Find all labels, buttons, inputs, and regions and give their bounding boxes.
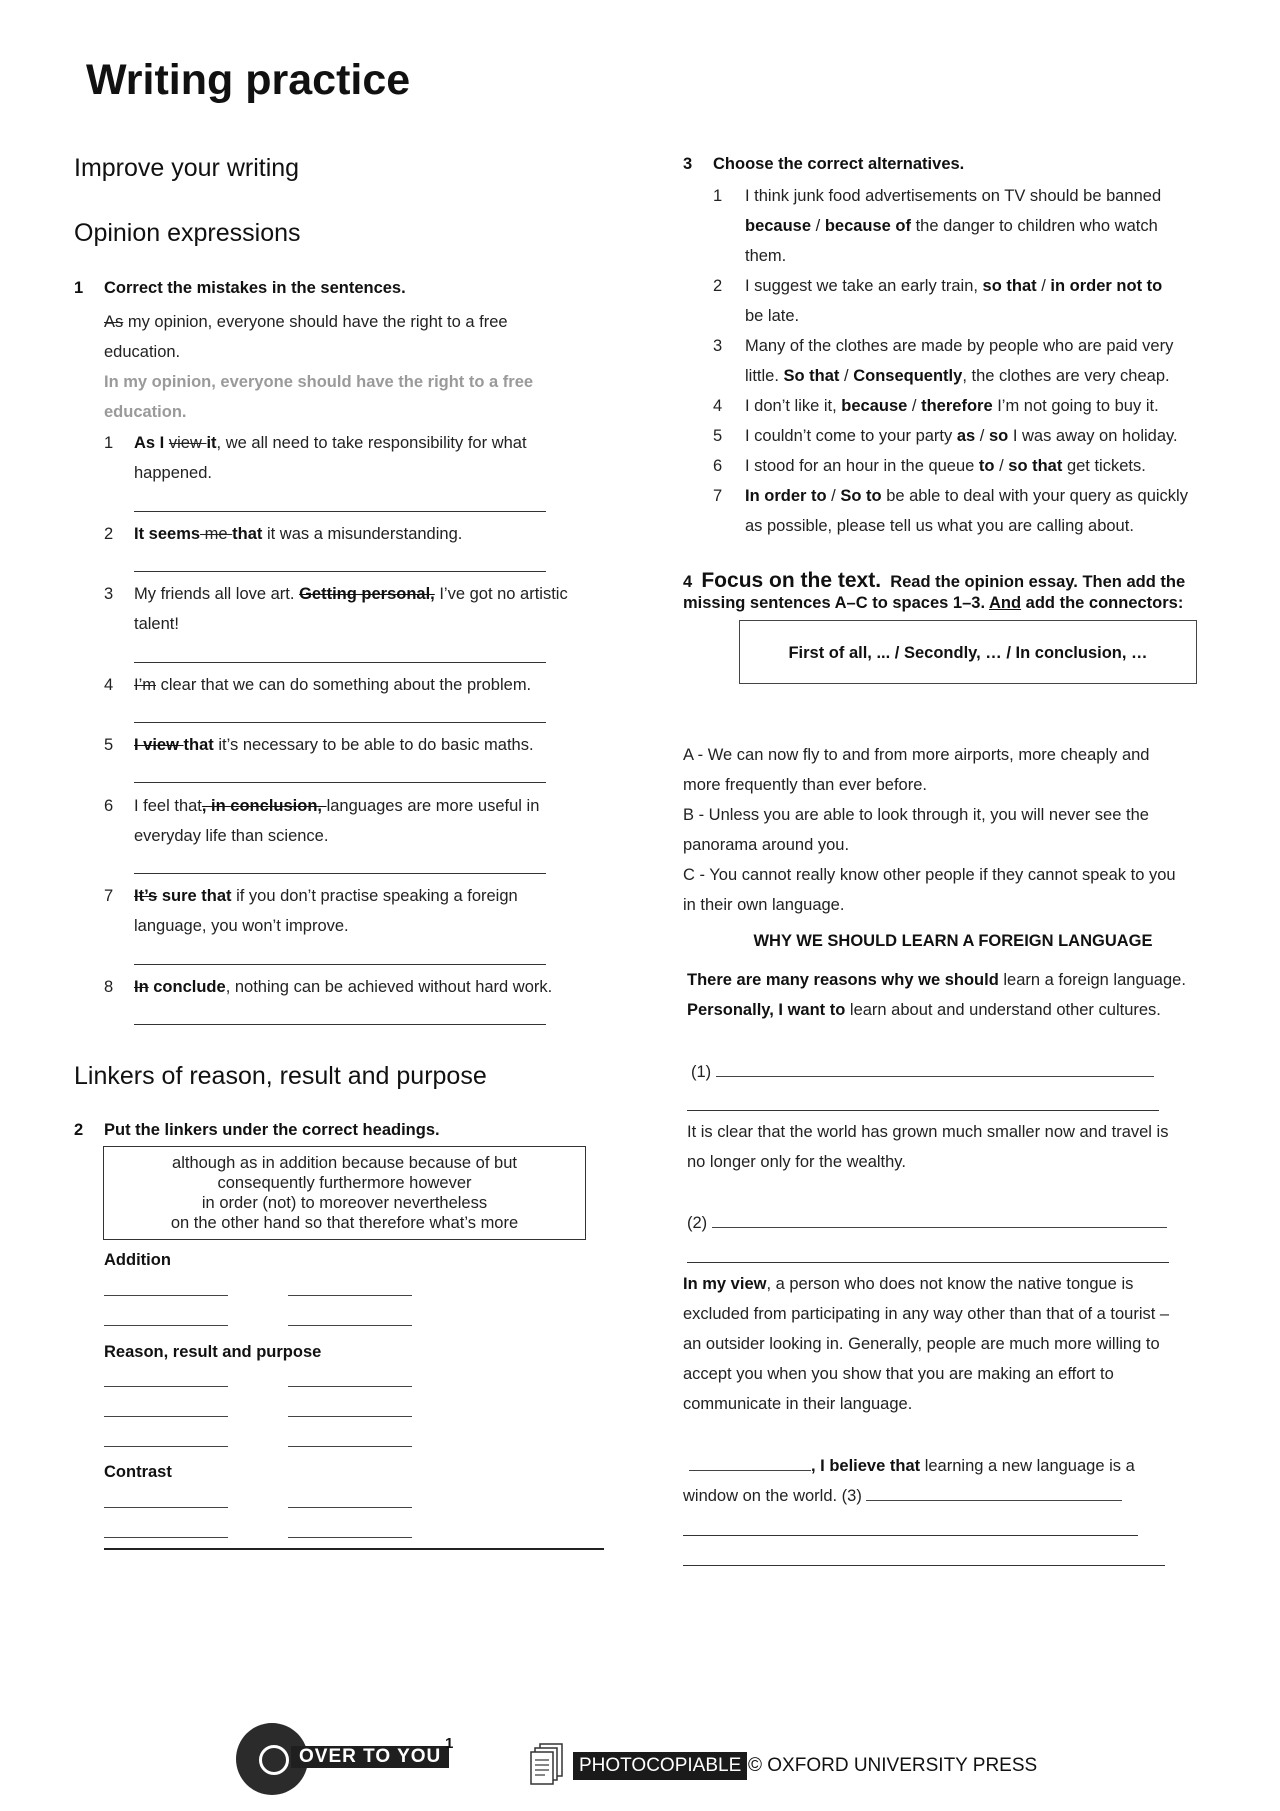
page-title: Writing practice bbox=[86, 56, 411, 104]
task3-item-2: 2 I suggest we take an early train, so that / in order not to be late. bbox=[713, 277, 1163, 325]
linkers-heading: Linkers of reason, result and purpose bbox=[74, 1062, 487, 1090]
section-heading: Improve your writing bbox=[74, 154, 300, 182]
heading-contrast: Contrast bbox=[104, 1463, 172, 1481]
task3-item-6: 6 I stood for an hour in the queue to / so that get tickets. bbox=[713, 457, 1146, 475]
section-divider bbox=[104, 1548, 604, 1550]
answer-line[interactable] bbox=[687, 1262, 1169, 1263]
answer-line[interactable] bbox=[104, 1325, 228, 1326]
answer-line[interactable] bbox=[134, 662, 546, 663]
answer-line[interactable] bbox=[104, 1446, 228, 1447]
answer-line[interactable] bbox=[104, 1416, 228, 1417]
connector-gap-line[interactable] bbox=[689, 1470, 811, 1471]
photocopiable-badge: PHOTOCOPIABLE bbox=[573, 1752, 747, 1780]
sentence-c: C - You cannot really know other people if they cannot speak to you bbox=[683, 866, 1176, 884]
answer-line[interactable] bbox=[134, 1024, 546, 1025]
essay-para-2: In my view, a person who does not know the native tongue is excluded from participating in any way other than that of a tourist – an outsider looking in. Generally, people are much more willing to accept you when you show that you are making an effort to communicate in their language. bbox=[683, 1275, 1170, 1413]
answer-line[interactable] bbox=[134, 722, 546, 723]
answer-line[interactable] bbox=[104, 1537, 228, 1538]
gap-2-line[interactable] bbox=[712, 1227, 1167, 1228]
answer-line[interactable] bbox=[288, 1446, 412, 1447]
task3-item-1: 1 I think junk food advertisements on TV should be banned because / because of the danger to children who watch them. bbox=[713, 187, 1162, 265]
answer-line[interactable] bbox=[288, 1325, 412, 1326]
answer-line[interactable] bbox=[288, 1416, 412, 1417]
task3-item-5: 5 I couldn’t come to your party as / so I was away on holiday. bbox=[713, 427, 1178, 445]
essay-title: WHY WE SHOULD LEARN A FOREIGN LANGUAGE bbox=[753, 932, 1153, 950]
answer-line[interactable] bbox=[134, 511, 546, 512]
answer-line[interactable] bbox=[683, 1535, 1138, 1536]
task3-item-4: 4 I don’t like it, because / therefore I’m not going to buy it. bbox=[713, 397, 1159, 415]
heading-addition: Addition bbox=[104, 1251, 171, 1269]
essay-intro: There are many reasons why we should learn a foreign language. Personally, I want to learn about and understand other cultures. bbox=[687, 971, 1186, 1019]
answer-line[interactable] bbox=[134, 964, 546, 965]
task1-instruction: 1 Correct the mistakes in the sentences. bbox=[74, 279, 406, 297]
connectors-box: First of all, ... / Secondly, … / In conclusion, … bbox=[739, 620, 1197, 684]
sentence-b: B - Unless you are able to look through it, you will never see the bbox=[683, 806, 1149, 824]
gap-3-line[interactable] bbox=[866, 1500, 1122, 1501]
answer-line[interactable] bbox=[104, 1295, 228, 1296]
example-answer: In my opinion, everyone should have the right to a free bbox=[104, 373, 534, 391]
answer-line[interactable] bbox=[288, 1295, 412, 1296]
sentence-a: A - We can now fly to and from more airports, more cheaply and bbox=[683, 746, 1150, 764]
task2-instruction: 2 Put the linkers under the correct headings. bbox=[74, 1121, 440, 1139]
task3-instruction: 3 Choose the correct alternatives. bbox=[683, 155, 965, 173]
publisher-label: © OXFORD UNIVERSITY PRESS bbox=[748, 1755, 1038, 1776]
gap-1-line[interactable] bbox=[716, 1076, 1154, 1077]
answer-line[interactable] bbox=[104, 1507, 228, 1508]
over-to-you-logo: OVER TO YOU 1 bbox=[255, 1741, 455, 1775]
essay-para-1: It is clear that the world has grown much smaller now and travel is no longer only for the wealthy. bbox=[687, 1123, 1169, 1171]
gap-2: (2) bbox=[687, 1208, 1167, 1238]
answer-line[interactable] bbox=[288, 1507, 412, 1508]
answer-line[interactable] bbox=[134, 873, 546, 874]
heading-reason: Reason, result and purpose bbox=[104, 1343, 322, 1361]
task3-item-7: 7 In order to / So to be able to deal with your query as quickly as possible, please tell us what you are calling about. bbox=[713, 487, 1188, 535]
missing-sentences: A - We can now fly to and from more airports, more cheaply and more frequently than ever before. B - Unless you are able to look through it, you will never see the panorama around you. C - You cannot really know other people if they cannot speak to you in their own language. bbox=[683, 740, 1243, 920]
answer-line[interactable] bbox=[687, 1110, 1159, 1111]
task3-item-3: 3 Many of the clothes are made by people who are paid very little. So that / Consequently, the clothes are very cheap. bbox=[713, 337, 1174, 385]
photocopy-icon bbox=[530, 1742, 564, 1786]
gap-1: (1) bbox=[691, 1057, 1154, 1087]
task4-instruction: 4 Focus on the text. Read the opinion essay. Then add the missing sentences A–C to spaces 1–3. And add the connectors: bbox=[683, 569, 1186, 612]
task1-example: As my opinion, everyone should have the right to a free education. In my opinion, everyone should have the right to a free education. bbox=[104, 307, 584, 427]
answer-line[interactable] bbox=[134, 571, 546, 572]
linkers-box: although as in addition because because of but consequently furthermore however in order (not) to moreover nevertheless on the other hand so that therefore what’s more bbox=[103, 1146, 586, 1240]
answer-line[interactable] bbox=[288, 1386, 412, 1387]
task3-list bbox=[713, 181, 1233, 541]
answer-line[interactable] bbox=[104, 1386, 228, 1387]
answer-line[interactable] bbox=[683, 1565, 1165, 1566]
answer-line[interactable] bbox=[288, 1537, 412, 1538]
answer-line[interactable] bbox=[134, 782, 546, 783]
essay-para-3: , I believe that learning a new language is a window on the world. (3) bbox=[683, 1457, 1135, 1505]
subheading-opinion: Opinion expressions bbox=[74, 219, 301, 247]
